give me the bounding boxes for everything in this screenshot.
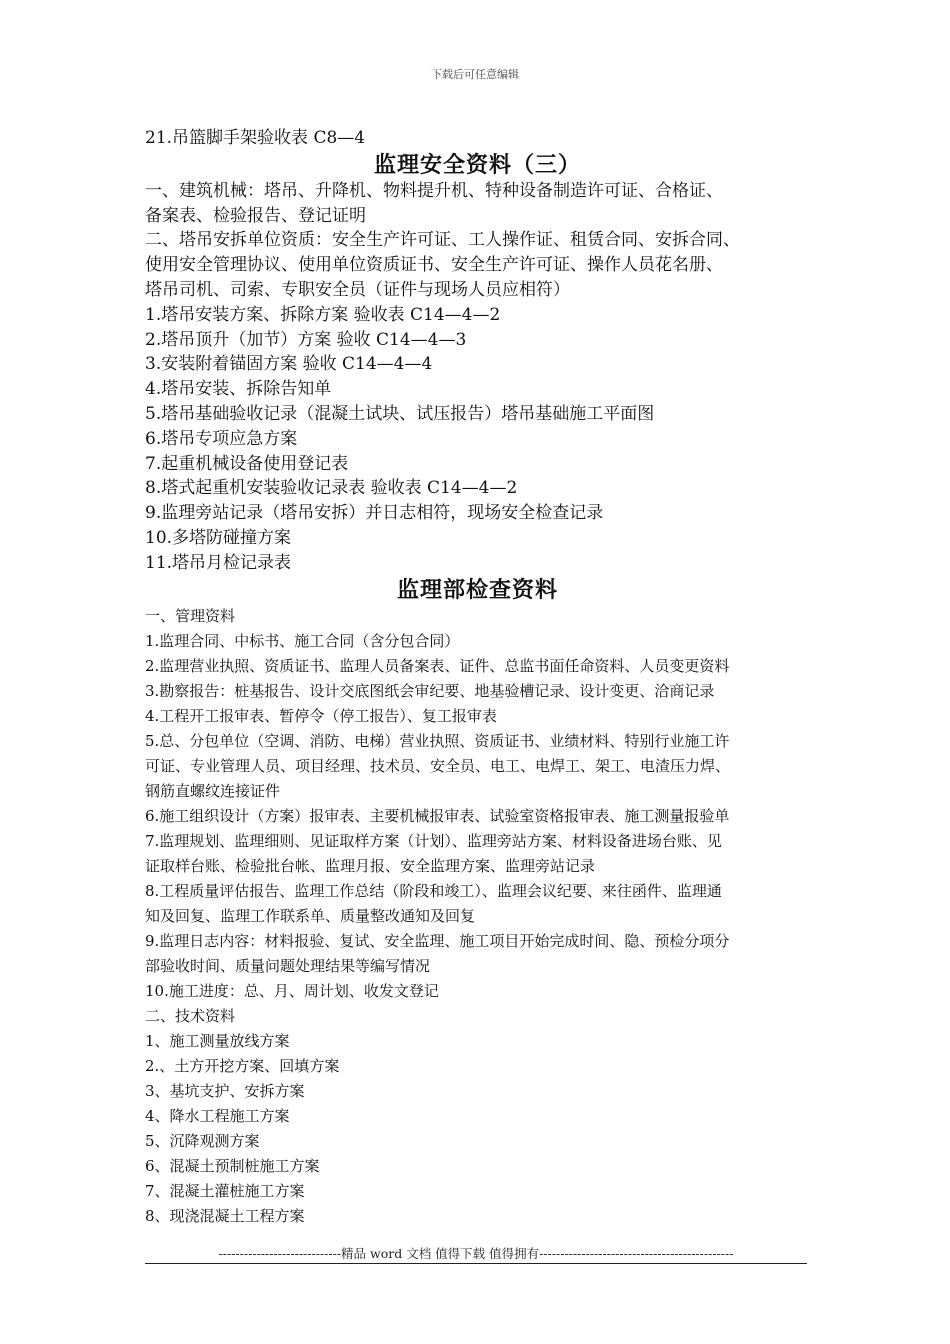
text-line: 7.监理规划、监理细则、见证取样方案（计划）、监理旁站方案、材料设备进场台账、见 [145,831,722,850]
inspection-list [145,604,810,1229]
text-line: 8.工程质量评估报告、监理工作总结（阶段和竣工）、监理会议纪要、来往函件、监理通 [145,881,722,900]
text-line: 5.塔吊基础验收记录（混凝土试块、试压报告）塔吊基础施工平面图 [145,403,655,424]
text-line: 3.勘察报告：桩基报告、设计交底图纸会审纪要、地基验槽记录、设计变更、洽商记录 [145,681,715,700]
page-header: 下载后可任意编辑 [431,68,519,81]
section-title-safety: 监理安全资料（三） [373,151,581,178]
section-title-inspection: 监理部检查资料 [396,576,558,603]
text-line: 二、技术资料 [145,1006,236,1025]
text-line: 6.施工组织设计（方案）报审表、主要机械报审表、试验室资格报审表、施工测量报验单 [145,806,730,825]
text-line: 二、塔吊安拆单位资质：安全生产许可证、工人操作证、租赁合同、安拆合同、 [145,230,740,251]
text-line: 11.塔吊月检记录表 [145,552,292,573]
text-line: 2.监理营业执照、资质证书、监理人员备案表、证件、总监书面任命资料、人员变更资料 [145,656,730,675]
text-line: 4.塔吊安装、拆除告知单 [145,379,332,400]
text-line: 2.、土方开挖方案、回填方案 [145,1056,340,1075]
text-line: 2.塔吊顶升（加节）方案 验收 C14—4—3 [145,329,467,350]
text-line: 5.总、分包单位（空调、消防、电梯）营业执照、资质证书、业绩材料、特别行业施工许 [145,731,730,750]
text-line: 9.监理日志内容：材料报验、复试、安全监理、施工项目开始完成时间、隐、预检分项分 [145,931,730,950]
text-line: 钢筋直螺纹连接证件 [145,781,281,800]
text-line: 知及回复、监理工作联系单、质量整改通知及回复 [145,906,476,925]
text-line: 使用安全管理协议、使用单位资质证书、安全生产许可证、操作人员花名册、 [145,255,723,276]
text-line: 1、施工测量放线方案 [145,1031,290,1050]
page-footer: -----------------------------精品 word 文档 值得下载 值得拥有---------------------------------------------- [218,1246,734,1261]
text-line: 10.多塔防碰撞方案 [145,527,292,548]
text-line: 8.塔式起重机安装验收记录表 验收表 C14—4—2 [145,478,518,499]
text-line: 6、混凝土预制桩施工方案 [145,1156,320,1175]
text-line: 1.监理合同、中标书、施工合同（含分包合同） [145,631,460,650]
document-body [145,126,810,1229]
text-line: 3.安装附着锚固方案 验收 C14—4—4 [145,354,433,375]
text-line: 3、基坑支护、安拆方案 [145,1081,305,1100]
text-line: 5、沉降观测方案 [145,1131,260,1150]
text-line: 塔吊司机、司索、专职安全员（证件与现场人员应相符） [145,279,570,300]
text-line: 7.起重机械设备使用登记表 [145,453,349,474]
footer-rule [145,1263,807,1264]
text-line: 证取样台账、检验批台帐、监理月报、安全监理方案、监理旁站记录 [145,856,596,875]
text-line: 6.塔吊专项应急方案 [145,428,298,449]
text-line: 8、现浇混凝土工程方案 [145,1206,305,1225]
text-line: 部验收时间、质量问题处理结果等编写情况 [145,956,431,975]
text-line: 1.塔吊安装方案、拆除方案 验收表 C14—4—2 [145,304,501,325]
text-line: 一、建筑机械：塔吊、升降机、物料提升机、特种设备制造许可证、合格证、 [145,180,723,201]
text-line: 4.工程开工报审表、暂停令（停工报告）、复工报审表 [145,706,497,725]
safety-list [145,179,810,576]
text-line: 一、管理资料 [145,606,236,625]
text-line: 4、降水工程施工方案 [145,1106,290,1125]
text-line: 10.施工进度：总、月、周计划、收发文登记 [145,981,439,1000]
text-line: 9.监理旁站记录（塔吊安拆）并日志相符，现场安全检查记录 [145,503,604,524]
text-line: 备案表、检验报告、登记证明 [145,205,366,226]
intro-line: 21.吊篮脚手架验收表 C8—4 [145,128,366,148]
text-line: 可证、专业管理人员、项目经理、技术员、安全员、电工、电焊工、架工、电渣压力焊、 [145,756,731,775]
text-line: 7、混凝土灌桩施工方案 [145,1181,305,1200]
